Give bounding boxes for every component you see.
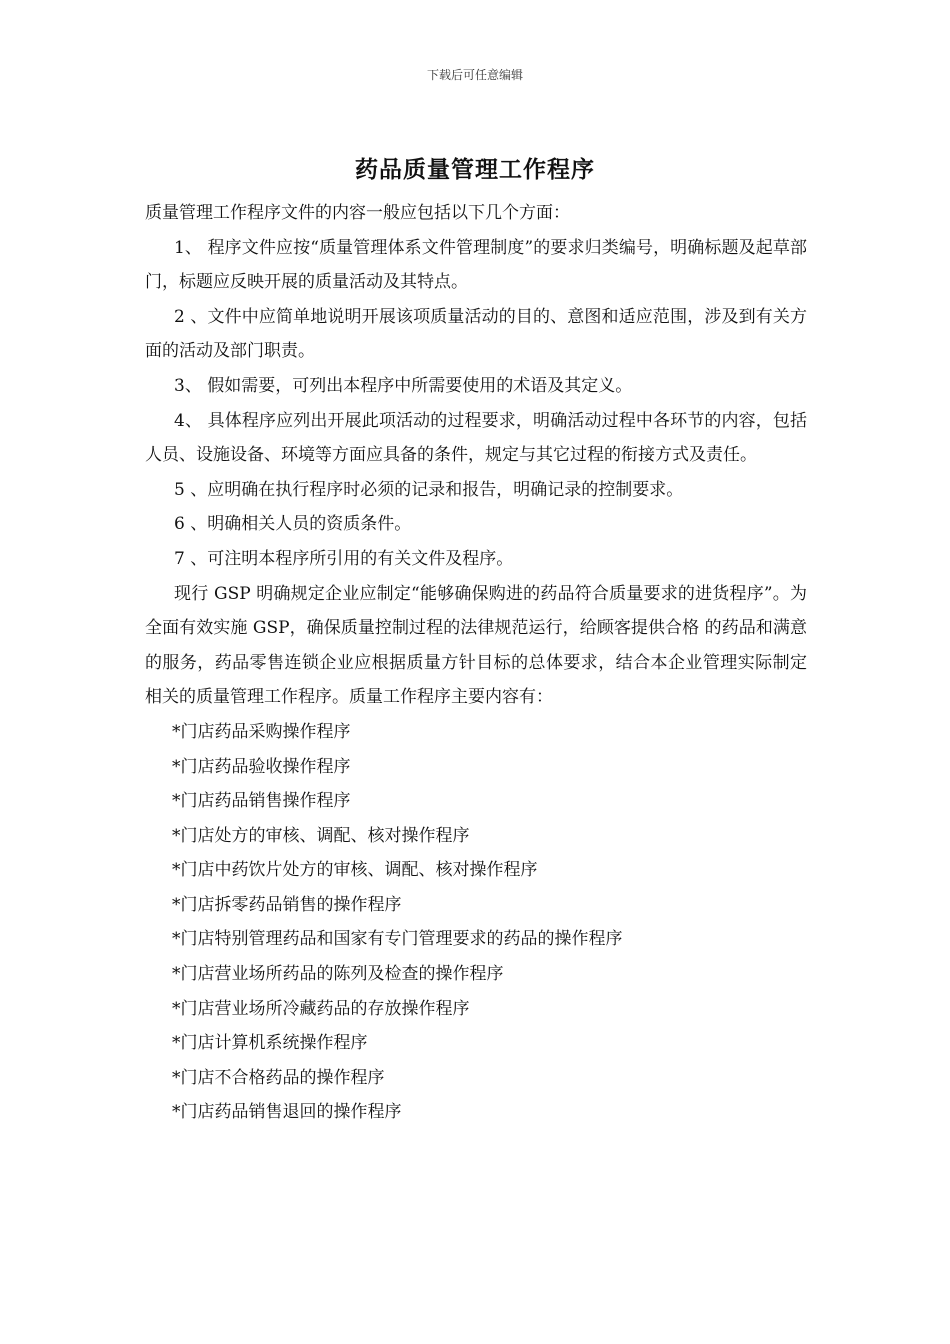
point-3: 3、 假如需要，可列出本程序中所需要使用的术语及其定义。 <box>174 375 633 396</box>
procedure-item: *门店营业场所药品的陈列及检查的操作程序 <box>172 964 504 985</box>
document-body <box>145 196 807 1130</box>
gsp-paragraph: 现行 GSP 明确规定企业应制定“能够确保购进的药品符合质量要求的进货程序”。为全面有效实施 GSP，确保质量控制过程的法律规范运行，给顾客提供合格 的药品和满意的服务，药品零售连锁企业应根据质量方针目标的总体要求，结合本企业管理实际制定相关的质量管理工作程序。质量工作程序主要内容有： <box>145 583 807 708</box>
procedure-item: *门店中药饮片处方的审核、调配、核对操作程序 <box>172 860 538 881</box>
point-2: 2 、文件中应简单地说明开展该项质量活动的目的、意图和适应范围，涉及到有关方面的活动及部门职责。 <box>145 306 807 362</box>
page-header-note: 下载后可任意编辑 <box>426 68 523 82</box>
document-title: 药品质量管理工作程序 <box>355 156 595 183</box>
procedure-item: *门店处方的审核、调配、核对操作程序 <box>172 825 470 846</box>
point-4: 4、 具体程序应列出开展此项活动的过程要求，明确活动过程中各环节的内容，包括人员、设施设备、环境等方面应具备的条件，规定与其它过程的衔接方式及责任。 <box>145 410 807 466</box>
procedure-item: *门店营业场所冷藏药品的存放操作程序 <box>172 998 470 1019</box>
intro-paragraph: 质量管理工作程序文件的内容一般应包括以下几个方面： <box>145 203 570 223</box>
point-6: 6 、明确相关人员的资质条件。 <box>174 514 412 535</box>
point-7: 7 、可注明本程序所引用的有关文件及程序。 <box>174 548 514 569</box>
point-5: 5 、应明确在执行程序时必须的记录和报告，明确记录的控制要求。 <box>174 479 684 500</box>
point-1: 1、 程序文件应按“质量管理体系文件管理制度”的要求归类编号，明确标题及起草部门，标题应反映开展的质量活动及其特点。 <box>145 237 807 293</box>
procedure-item: *门店药品销售操作程序 <box>172 791 351 812</box>
procedure-item: *门店特别管理药品和国家有专门管理要求的药品的操作程序 <box>172 929 623 950</box>
procedure-item: *门店药品销售退回的操作程序 <box>172 1102 402 1123</box>
procedure-list <box>145 715 807 1130</box>
procedure-item: *门店药品验收操作程序 <box>172 756 351 777</box>
procedure-item: *门店计算机系统操作程序 <box>172 1033 368 1054</box>
procedure-item: *门店拆零药品销售的操作程序 <box>172 894 402 915</box>
procedure-item: *门店药品采购操作程序 <box>172 721 351 742</box>
procedure-item: *门店不合格药品的操作程序 <box>172 1067 385 1088</box>
